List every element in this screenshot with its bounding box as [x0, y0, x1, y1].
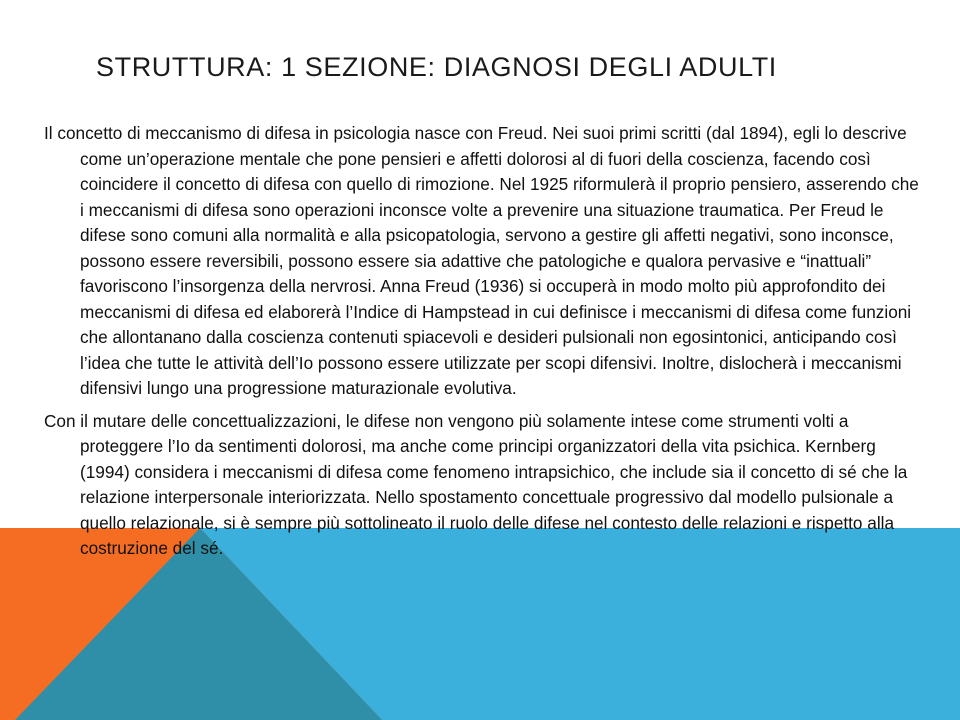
paragraph-freud: Il concetto di meccanismo di difesa in psicologia nasce con Freud. Nei suoi primi scritti (dal 1894), egli lo descrive come un’operazione mentale che pone pensieri e affetti dolorosi al di fuori della coscienza, facendo così coincidere il concetto di difesa con quello di rimozione. Nel 1925 riformulerà il proprio pensiero, asserendo che i meccanismi di difesa sono operazioni inconsce volte a prevenire una situazione traumatica. Per Freud le difese sono comuni alla normalità e alla psicopatologia, servono a gestire gli affetti negativi, sono inconsce, possono essere reversibili, possono essere sia adattive che patologiche e qualora pervasive e “inattuali” favoriscono l’insorgenza della nervrosi. Anna Freud (1936) si occuperà in modo molto più approfondito dei meccanismi di difesa ed elaborerà l’Indice di Hampstead in cui definisce i meccanismi di difesa come funzioni che allontanano dalla coscienza contenuti spiacevoli e desideri pulsionali non egosintonici, anticipando così l’idea che tutte le attività dell’Io possono essere utilizzate per scopi difensivi. Inoltre, dislocherà i meccanismi difensivi lungo una progressione maturazionale evolutiva.: [44, 123, 919, 398]
paragraph-kernberg: Con il mutare delle concettualizzazioni, le difese non vengono più solamente intese come strumenti volti a proteggere l’Io da sentimenti dolorosi, ma anche come principi organizzatori della vita psichica. Kernberg (1994) considera i meccanismi di difesa come fenomeno intrapsichico, che include sia il concetto di sé che la relazione interpersonale interiorizzata. Nello spostamento concettuale progressivo dal modello pulsionale a quello relazionale, si è sempre più sottolineato il ruolo delle difese nel contesto delle relazioni e rispetto alla costruzione del sé.: [44, 410, 908, 558]
slide-body: [44, 121, 924, 569]
slide-title: STRUTTURA: 1 SEZIONE: DIAGNOSI DEGLI ADULTI: [96, 52, 777, 82]
